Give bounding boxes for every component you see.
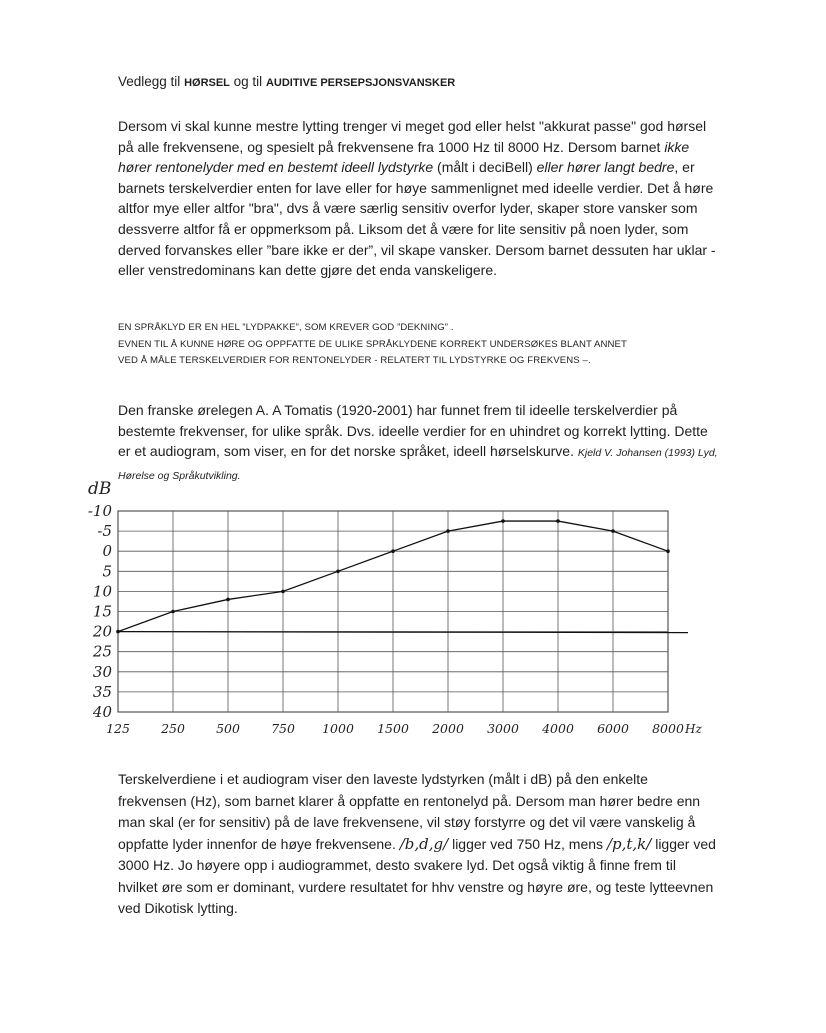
x-tick-label: 6000	[597, 721, 629, 736]
x-tick-label: 500	[216, 721, 240, 736]
voiceless-stops: /p,t,k/	[606, 834, 652, 853]
intro-text-2: (målt i deciBell)	[433, 159, 537, 176]
x-tick-label: 1500	[377, 721, 409, 736]
closing-text-3: ligger ved 3000 Hz. Jo høyere opp i audiogrammet, desto svakere lyd. Det også viktig å finne frem til hvilket øre som er dominant, vurdere resultatet for hhv venstre og høyre øre, og teste lytteevnen ved Dikotisk lytting.	[118, 835, 716, 916]
y-axis-label: dB	[88, 479, 112, 499]
title-term-auditory: AUDITIVE PERSEPSJONSVANSKER	[265, 77, 456, 89]
data-point	[281, 590, 285, 594]
voiced-stops: /b,d,g/	[399, 834, 449, 853]
data-point	[446, 529, 450, 533]
closing-text-1: Terskelverdiene i et audiogram viser den laveste lydstyrken (målt i dB) på den enkelte frekvensen (Hz), som barnet klarer å oppfatte en rentonelyd på. Dersom man hører bedre enn man skal (er for sensitiv) på de lave frekvensene, vil støy forstyrre og det vil være vanskelig å oppfatte lyder innenfor de høye frekvensene.	[118, 771, 701, 852]
chart-grid	[118, 511, 668, 712]
data-point	[391, 549, 395, 553]
y-tick-label: 25	[92, 642, 112, 661]
data-point	[556, 519, 560, 523]
intro-italic-2: eller hører langt bedre	[536, 159, 675, 176]
data-point	[611, 529, 615, 533]
closing-text-2: ligger ved 750 Hz, mens	[448, 835, 607, 852]
x-tick-label: 125	[106, 721, 130, 736]
y-tick-label: 5	[102, 562, 112, 581]
y-tick-label: 0	[102, 542, 112, 561]
data-point	[226, 598, 230, 602]
y-tick-label: 30	[92, 662, 112, 681]
x-tick-label: 250	[161, 721, 185, 736]
y-tick-label: 10	[92, 582, 112, 601]
caps-line-2: EVNEN TIL Å KUNNE HØRE OG OPPFATTE DE ULIKE SPRÅKLYDENE KORREKT UNDERSØKES BLANT ANNET	[118, 338, 628, 350]
closing-paragraph	[118, 769, 718, 920]
y-tick-label: 40	[92, 703, 112, 721]
y-tick-label: 20	[92, 622, 112, 641]
data-point	[666, 549, 670, 553]
y-tick-label: 35	[92, 682, 112, 701]
x-axis-unit: Hz	[685, 722, 702, 736]
title-term-hearing: HØRSEL	[184, 77, 230, 89]
title-prefix: Vedlegg til	[118, 74, 185, 89]
y-tick-label: -5	[97, 522, 112, 541]
citation: Kjeld V. Johansen (1993) Lyd, Hørelse og Språkutvikling.	[118, 447, 718, 482]
x-tick-label: 2000	[432, 721, 464, 736]
intro-italic-1: ikke hører rentonelyder med en bestemt ideell lydstyrke	[118, 138, 690, 176]
data-point	[336, 570, 340, 574]
x-tick-label: 4000	[542, 721, 574, 736]
data-point	[501, 519, 505, 523]
intro-text-1: Dersom vi skal kunne mestre lytting trenger vi meget god eller helst "akkurat passe" god hørsel på alle frekvensene, og spesielt på frekvensene fra 1000 Hz til 8000 Hz. Dersom barnet	[118, 118, 707, 155]
intro-text-3: , er barnets terskelverdier enten for lave eller for høye sammenlignet med ideelle verdier. Det å høre altfor mye eller altfor "bra", dvs å være særlig sensitiv overfor lyder, skaper store vansker som dessverre altfor få er oppmerksom på. Liksom det å være for lite sensitiv på noen lyder, som derved forvanskes eller ”bare ikke er der”, vil skape vansker. Dersom barnet dessuten har uklar - eller venstredominans kan dette gjøre det enda vanskeligere.	[118, 159, 716, 279]
x-tick-label: 1000	[322, 721, 354, 736]
x-tick-label: 8000	[652, 721, 684, 736]
source-text: Den franske ørelegen A. A Tomatis (1920-2001) har funnet frem til ideelle terskelverdier på bestemte frekvenser, for ulike språk. Dvs. ideelle verdier for en uhindret og korrekt lytting. Dette er et audiogram, som viser, en for det norske språket, ideell hørselskurve.	[118, 402, 708, 460]
x-tick-labels	[106, 721, 684, 736]
data-point	[171, 610, 175, 614]
caps-line-3: VED Å MÅLE TERSKELVERDIER FOR RENTONELYDER - RELATERT TIL LYDSTYRKE OG FREKVENS –.	[118, 355, 591, 366]
title-middle: og til	[229, 74, 266, 89]
y-tick-label: 15	[92, 602, 112, 621]
y-tick-label: -10	[87, 502, 112, 520]
x-tick-label: 750	[271, 721, 295, 736]
y-tick-labels	[88, 502, 113, 721]
data-point	[116, 630, 120, 634]
caps-line-1: EN SPRÅKLYD ER EN HEL ”LYDPAKKE”, SOM KREVER GOD ”DEKNING” .	[118, 322, 454, 333]
x-tick-label: 3000	[487, 721, 519, 736]
